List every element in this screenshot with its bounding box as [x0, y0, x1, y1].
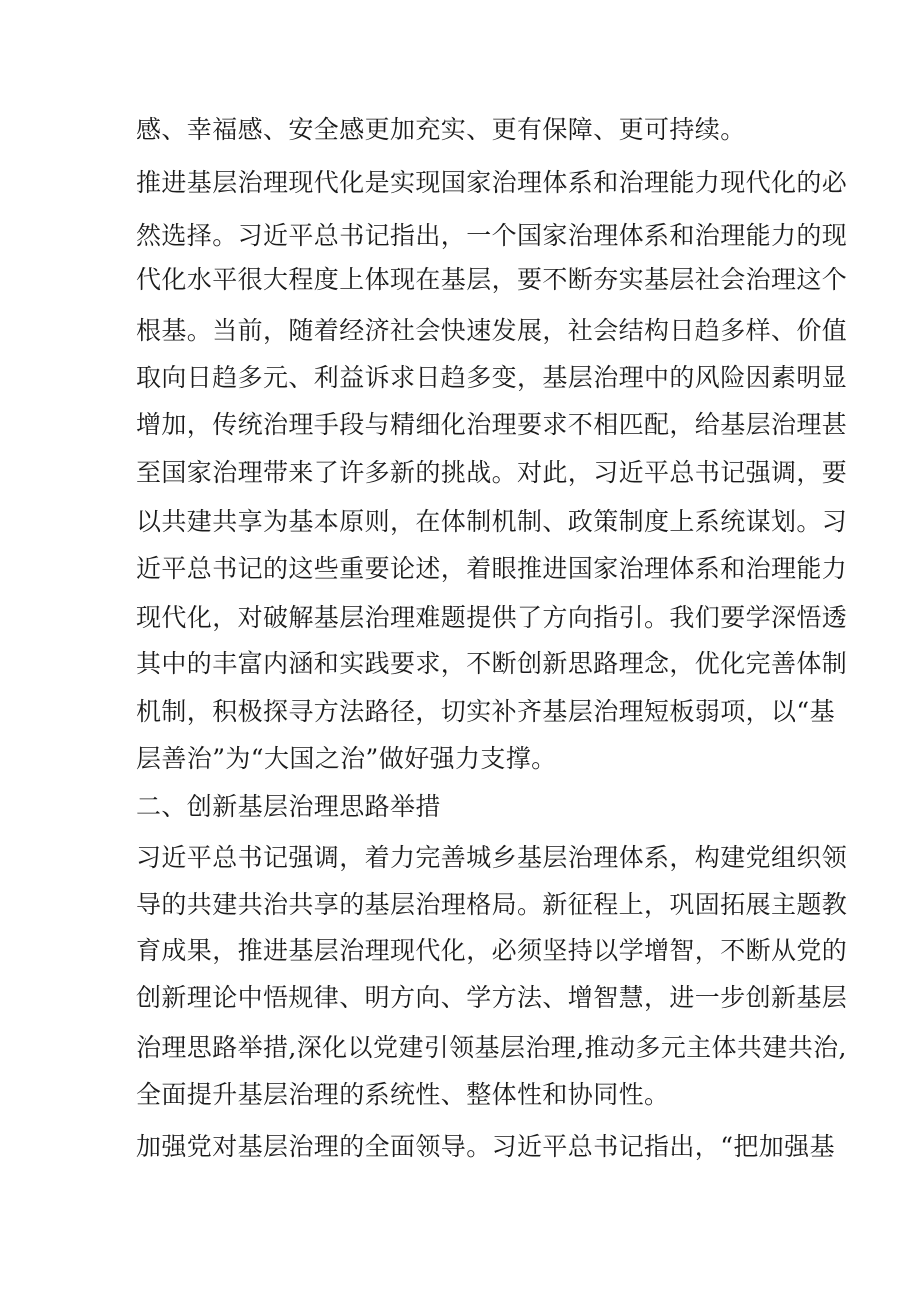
paragraph-line: 现代化，对破解基层治理难题提供了方向指引。我们要学深悟透: [136, 603, 848, 632]
paragraph-line: 治理思路举措,深化以党建引领基层治理,推动多元主体共建共治,: [136, 1033, 847, 1062]
paragraph-line: 导的共建共治共享的基层治理格局。新征程上，巩固拓展主题教: [136, 890, 848, 919]
paragraph-line: 代化水平很大程度上体现在基层，要不断夯实基层社会治理这个: [136, 265, 848, 294]
paragraph-line: 以共建共享为基本原则，在体制机制、政策制度上系统谋划。习: [136, 507, 848, 536]
paragraph-line: 创新理论中悟规律、明方向、学方法、增智慧，进一步创新基层: [136, 983, 848, 1012]
paragraph-line: 育成果，推进基层治理现代化，必须坚持以学增智，不断从党的: [136, 936, 848, 965]
section-heading: 二、创新基层治理思路举措: [136, 792, 441, 821]
paragraph-line: 根基。当前，随着经济社会快速发展，社会结构日趋多样、价值: [136, 316, 848, 345]
paragraph-line: 然选择。习近平总书记指出，一个国家治理体系和治理能力的现: [136, 221, 848, 250]
paragraph-line: 至国家治理带来了许多新的挑战。对此，习近平总书记强调，要: [136, 458, 848, 487]
paragraph-line: 推进基层治理现代化是实现国家治理体系和治理能力现代化的必: [136, 168, 848, 197]
paragraph-line: 近平总书记的这些重要论述，着眼推进国家治理体系和治理能力: [136, 554, 848, 583]
paragraph-line: 其中的丰富内涵和实践要求，不断创新思路理念，优化完善体制: [136, 649, 848, 678]
paragraph-line: 取向日趋多元、利益诉求日趋多变，基层治理中的风险因素明显: [136, 363, 848, 392]
paragraph-line: 加强党对基层治理的全面领导。习近平总书记指出，“把加强基: [136, 1132, 835, 1161]
paragraph-line: 机制，积极探寻方法路径，切实补齐基层治理短板弱项，以“基: [136, 697, 835, 726]
paragraph-line: 全面提升基层治理的系统性、整体性和协同性。: [136, 1080, 670, 1109]
paragraph-line: 习近平总书记强调，着力完善城乡基层治理体系，构建党组织领: [136, 843, 848, 872]
paragraph-line: 层善治”为“大国之治”做好强力支撑。: [136, 744, 557, 773]
paragraph-line: 增加，传统治理手段与精细化治理要求不相匹配，给基层治理甚: [136, 410, 848, 439]
paragraph-line: 感、幸福感、安全感更加充实、更有保障、更可持续。: [136, 115, 746, 144]
